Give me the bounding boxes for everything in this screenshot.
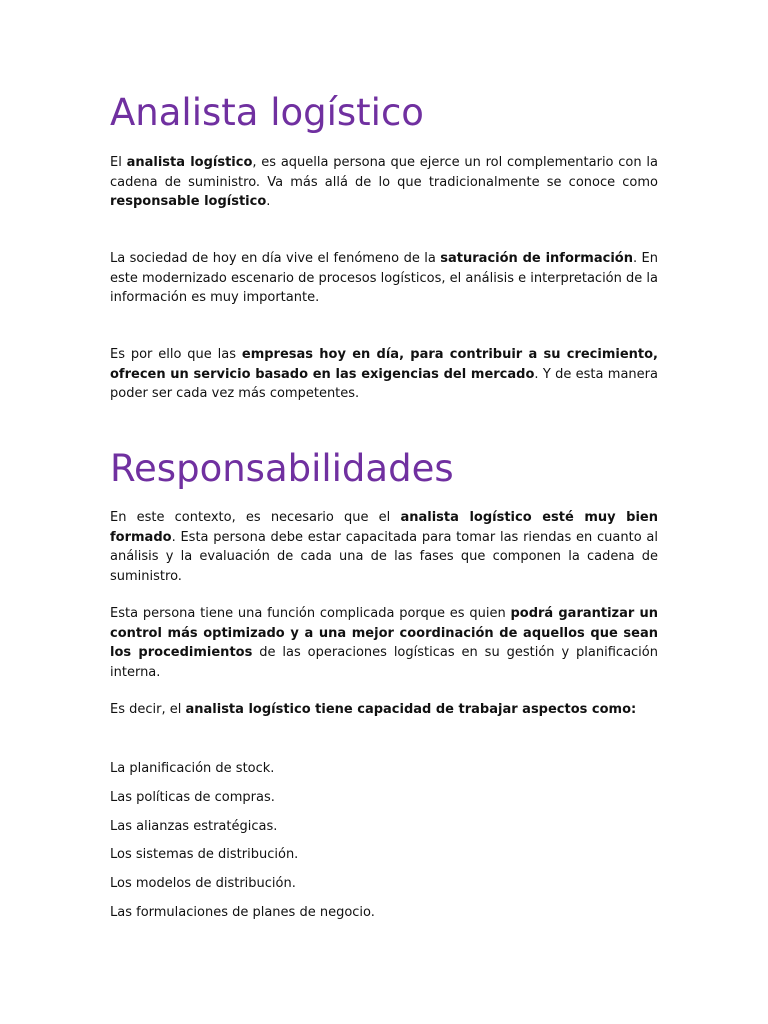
text-run: Es por ello que las: [110, 347, 242, 362]
heading-analista-logistico: Analista logístico: [110, 91, 424, 134]
text-run: . Y de esta manera poder ser cada vez más competentes.: [110, 366, 658, 401]
paragraph-funcion: [110, 604, 658, 682]
list-item: Los modelos de distribución.: [110, 876, 296, 891]
paragraph-saturacion: [110, 249, 658, 308]
bold-run: analista logístico tiene capacidad de trabajar aspectos como:: [185, 702, 637, 717]
text-run: de las operaciones logísticas en su gestión y planificación interna.: [110, 645, 658, 680]
list-item: La planificación de stock.: [110, 761, 275, 776]
heading-responsabilidades: Responsabilidades: [110, 447, 454, 490]
bold-run: analista logístico: [126, 155, 253, 170]
text-run: La sociedad de hoy en día vive el fenómeno de la: [110, 251, 441, 266]
text-run: Es decir, el: [110, 702, 186, 717]
paragraph-es-decir: [110, 700, 658, 720]
text-run: , es aquella persona que ejerce un rol complementario con la cadena de suministro. Va más allá de lo que tradicionalmente se conoce como: [110, 155, 658, 190]
bold-run: responsable logístico: [110, 194, 267, 209]
bold-run: analista logístico esté muy bien formado: [110, 510, 659, 545]
list-item: Los sistemas de distribución.: [110, 847, 299, 862]
text-run: En este contexto, es necesario que el: [110, 510, 401, 525]
list-item: Las formulaciones de planes de negocio.: [110, 905, 375, 920]
list-item: Las alianzas estratégicas.: [110, 819, 278, 834]
text-run: . En este modernizado escenario de procesos logísticos, el análisis e interpretación de la información es muy importante.: [110, 251, 658, 305]
bold-run: podrá garantizar un control más optimizado y a una mejor coordinación de aquellos que sean los procedimientos: [110, 606, 658, 660]
text-run: Esta persona tiene una función complicada porque es quien: [110, 606, 511, 621]
paragraph-intro: [110, 153, 658, 212]
bold-run: empresas hoy en día, para contribuir a su crecimiento, ofrecen un servicio basado en las exigencias del mercado: [110, 347, 658, 382]
paragraph-empresas: [110, 345, 658, 404]
text-run: . Esta persona debe estar capacitada para tomar las riendas en cuanto al análisis y la evaluación de cada una de las fases que componen la cadena de suministro.: [110, 529, 658, 584]
list-item: Las políticas de compras.: [110, 790, 275, 805]
text-run: .: [266, 194, 271, 209]
text-run: El: [110, 155, 127, 170]
paragraph-contexto: [110, 508, 658, 586]
bold-run: saturación de información: [440, 251, 633, 266]
